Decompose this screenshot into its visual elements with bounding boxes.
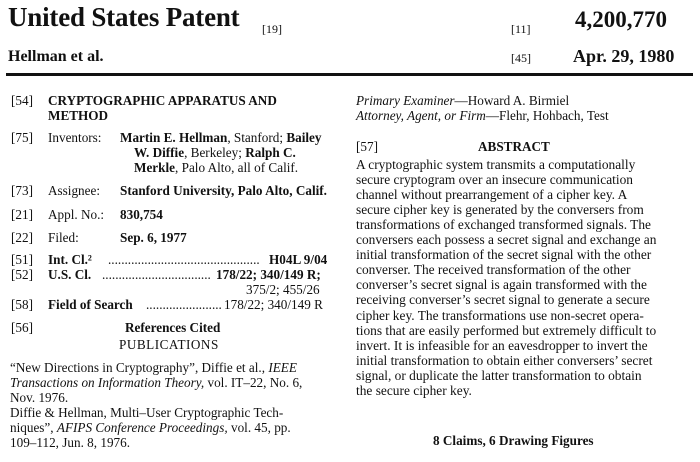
filed-label: Filed: <box>48 230 79 245</box>
abstract-line: tions that are easily performed but extremely difficult to <box>356 322 657 338</box>
inventor-name: W. Diffie <box>134 145 185 160</box>
patent-number: 4,200,770 <box>575 7 667 32</box>
pub1-journal: Transactions on Information Theory, <box>10 375 205 390</box>
int-cl-value: H04L 9/04 <box>269 252 328 267</box>
inventor-short: Hellman et al. <box>8 48 104 65</box>
primary-examiner-name: —Howard A. Birmiel <box>454 93 570 108</box>
pub2-line3: 109–112, Jun. 8, 1976. <box>10 435 131 450</box>
attorney <box>356 108 609 123</box>
patent-date: Apr. 29, 1980 <box>573 46 675 66</box>
pub2-line1: Diffie & Hellman, Multi–User Cryptographic Tech- <box>10 405 284 420</box>
abstract-line: cipher key. The transformations use non-secret opera- <box>356 307 644 323</box>
inventor-location: , Palo Alto, all of Calif. <box>175 160 299 175</box>
pub1-line3: Nov. 1976. <box>10 390 69 405</box>
date-tag: [45] <box>511 51 531 65</box>
references-tag: [56] <box>11 320 33 335</box>
filed-tag: [22] <box>11 230 33 245</box>
abstract-line: transformations of exchanged transformed signals. The <box>356 217 652 233</box>
assignee-tag: [73] <box>11 183 33 198</box>
appl-no-label: Appl. No.: <box>48 207 105 222</box>
publications-heading: PUBLICATIONS <box>119 337 219 352</box>
pub1-line1 <box>10 360 297 375</box>
pub2-text: vol. 45, pp. <box>227 420 291 435</box>
attorney-name: —Flehr, Hohbach, Test <box>485 108 609 123</box>
patent-office-title: United States Patent <box>8 2 240 32</box>
pub1-line2 <box>10 375 302 390</box>
inventor-name: Merkle <box>134 160 176 175</box>
primary-examiner-label: Primary Examiner <box>356 93 455 108</box>
abstract-line: converser. The received transformation of the other <box>356 262 631 278</box>
inventor-name: Martin E. Hellman <box>120 130 228 145</box>
us-cl-tag: [52] <box>11 267 33 282</box>
field-search-leader-dots: ....................... <box>146 297 222 312</box>
pub2-text: niques”, <box>10 420 57 435</box>
inventors-line3 <box>134 160 298 175</box>
assignee-label: Assignee: <box>48 183 101 198</box>
title-field-tag: [54] <box>11 93 33 108</box>
abstract-line: signal, or duplicate the latter transformation to obtain <box>356 367 642 383</box>
abstract-line: secure cipher key is generated by the conversers from <box>356 202 644 218</box>
us-cl-label: U.S. Cl. <box>48 267 92 282</box>
appl-no-value: 830,754 <box>120 207 163 222</box>
abstract-line: secure cryptogram over an insecure communication <box>356 172 633 188</box>
abstract-line: converser’s secret signal is again transformed with the <box>356 277 647 293</box>
inventors-line1 <box>120 130 321 145</box>
primary-examiner <box>356 93 569 108</box>
abstract-line: the secure cipher key. <box>356 382 472 398</box>
int-cl-label: Int. Cl.² <box>48 252 92 267</box>
title-tag: [19] <box>262 22 282 36</box>
field-search-label: Field of Search <box>48 297 133 312</box>
int-cl-leader-dots: .............................................. <box>108 252 260 267</box>
us-cl-leader-dots: ................................. <box>102 267 211 282</box>
us-cl-value-line2: 375/2; 455/26 <box>246 282 320 297</box>
abstract-line: A cryptographic system transmits a computationally <box>356 157 636 172</box>
abstract-line: invert. It is infeasible for an eavesdropper to invert the <box>356 337 648 353</box>
pub2-line2 <box>10 420 291 435</box>
abstract-line: initial transformation to obtain either conversers’ secret <box>356 352 653 368</box>
abstract-line: channel without prearrangement of a cipher key. A <box>356 187 628 203</box>
abstract-line: conversers each possess a secret signal and exchange an <box>356 232 657 248</box>
field-search-tag: [58] <box>11 297 33 312</box>
inventors-label: Inventors: <box>48 130 102 145</box>
pub1-journal: IEEE <box>268 360 297 375</box>
abstract-heading: ABSTRACT <box>478 139 550 154</box>
inventor-location: , Berkeley; <box>184 145 246 160</box>
abstract-tag: [57] <box>356 139 378 154</box>
references-heading: References Cited <box>125 320 221 335</box>
appl-no-tag: [21] <box>11 207 33 222</box>
invention-title-line2: METHOD <box>48 108 109 123</box>
inventors-tag: [75] <box>11 130 33 145</box>
pub2-journal: AFIPS Conference Proceedings, <box>56 420 228 435</box>
int-cl-tag: [51] <box>11 252 33 267</box>
pub1-text: vol. IT–22, No. 6, <box>204 375 303 390</box>
abstract-line: receiving converser’s secret signal to generate a secure <box>356 292 650 308</box>
filed-value: Sep. 6, 1977 <box>120 230 187 245</box>
pub1-text: “New Directions in Cryptography”, Diffie et al., <box>10 360 269 375</box>
invention-title-line1: CRYPTOGRAPHIC APPARATUS AND <box>48 93 277 108</box>
inventor-name: Bailey <box>286 130 322 145</box>
field-search-value: 178/22; 340/149 R <box>224 297 323 312</box>
us-cl-value: 178/22; 340/149 R; <box>216 267 321 282</box>
assignee-value: Stanford University, Palo Alto, Calif. <box>120 183 327 198</box>
abstract-line: initial transformation of the secret signal with the other <box>356 247 652 263</box>
claims-summary: 8 Claims, 6 Drawing Figures <box>433 433 594 448</box>
inventors-line2 <box>134 145 296 160</box>
patent-number-tag: [11] <box>511 22 531 36</box>
inventor-name: Ralph C. <box>245 145 296 160</box>
inventor-location: , Stanford; <box>227 130 287 145</box>
header-rule <box>6 73 693 76</box>
attorney-label: Attorney, Agent, or Firm <box>356 108 486 123</box>
